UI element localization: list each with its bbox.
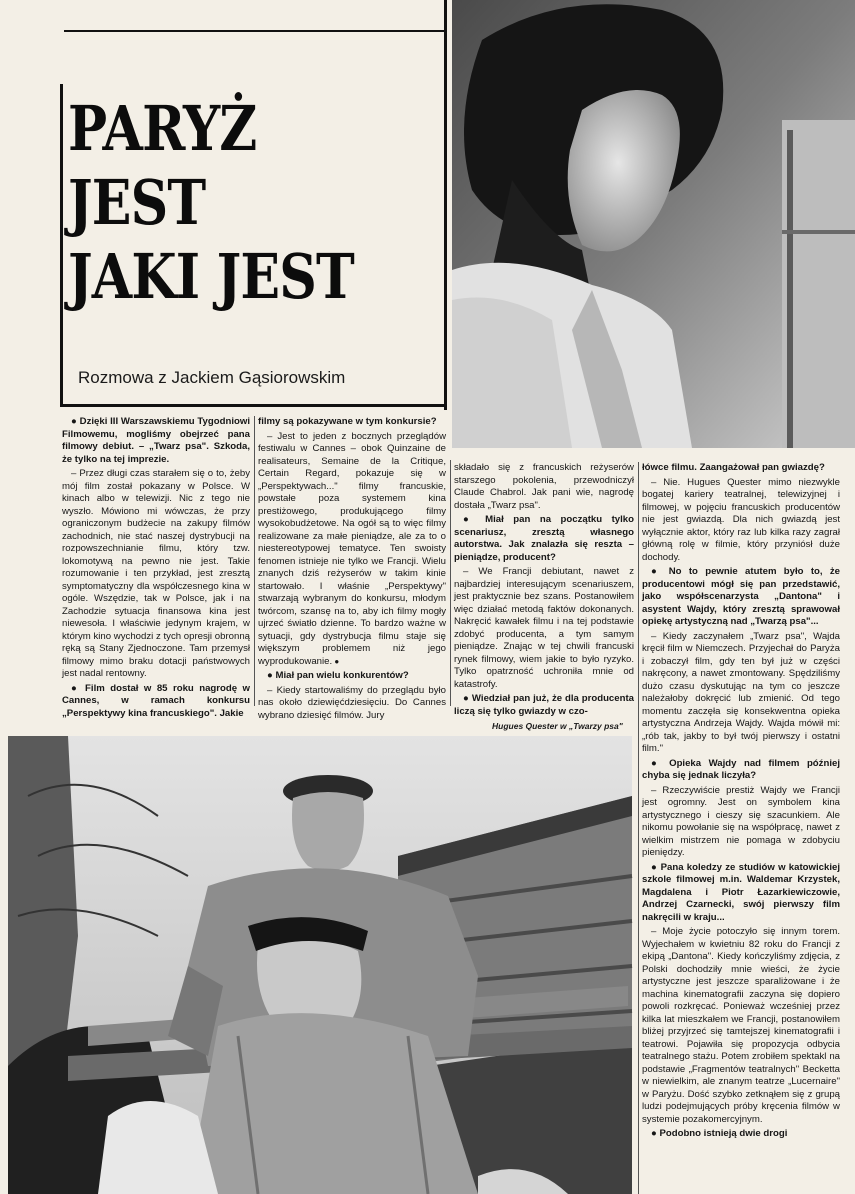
headline-line-3: JAKI JEST: [68, 240, 354, 313]
headline-frame-bottom: [60, 404, 447, 407]
answer-paragraph: – Moje życie potoczyło się innym torem. Wyjechałem w kwietniu 82 roku do Francji z ekipą „Dantona". Kiedy kończyliśmy zdjęcia, z Polski dochodziły mnie wieści, że życie artystyczne jest jeszcze sparaliżowane i że machina kinematografii zaczyna się dopiero powoli rozkręcać. Ponieważ wcześniej przez kilka lat mieszkałem we Francji, postanowiłem bliżej przyjrzeć się tamtejszej kinematografii i teatrowi. Pojawiła się propozycja odbycia teatralnego stażu. Potem zrobiłem spektakl na podstawie „Fragmentów teatralnych" Becketta w niewielkim, ale znanym teatrze „Lucernaire" w Paryżu. Dość szybko zetknąłem się z grupą ludzi podejmujących próby kręcenia filmów w systemie pozakomercyjnym.: [642, 926, 840, 1125]
question-paragraph: ● Dzięki III Warszawskiemu Tygodniowi Filmowemu, mogliśmy obejrzeć pana filmowy debiut. – „Twarz psa". Szkoda, że tylko na tej imprezie.: [62, 416, 250, 465]
headline-frame-left: [60, 84, 63, 406]
answer-paragraph: – Kiedy startowaliśmy do przeglądu było nas około dziewięćdziesięciu. Do Cannes wybrano dziesięć filmów. Jury: [258, 684, 446, 721]
answer-paragraph: – Nie. Hugues Quester mimo niezwykle bogatej kariery teatralnej, telewizyjnej i filmowej, w pojęciu francuskich producentów nie jest gwiazdą. Dla nich gwiazdą jest wyłącznie aktor, który raz lub kilka razy zagrał główną rolę w filmie, który przyniósł duże dochody.: [642, 476, 840, 563]
film-still-photo: [8, 736, 632, 1194]
question-paragraph: filmy są pokazywane w tym konkursie?: [258, 416, 437, 427]
text-column-1: [62, 416, 250, 719]
column-divider: [638, 462, 639, 1194]
photo-caption: Hugues Quester w „Twarzy psa": [492, 721, 623, 731]
headline-line-1: PARYŻ: [68, 92, 257, 165]
portrait-photo: [452, 0, 855, 448]
text-column-3: [454, 462, 634, 717]
question-paragraph: ● No to pewnie atutem było to, że producentowi mógł się pan przedstawić, jako współscenarzysta „Dantona" i asystent Wajdy, który zresztą sprawował opiekę artystyczną nad „Twarzą psa"...: [642, 566, 840, 627]
question-paragraph: ● Opieka Wajdy nad filmem później chyba się jednak liczyła?: [642, 757, 840, 781]
article-subtitle: Rozmowa z Jackiem Gąsiorowskim: [78, 368, 346, 387]
question-paragraph: ● Wiedział pan już, że dla producenta liczą się tylko gwiazdy w czo-: [454, 693, 634, 717]
answer-paragraph: – Kiedy zaczynałem „Twarz psa", Wajda kręcił film w Niemczech. Przyjechał do Paryża i zobaczył film, gdy ten był już w części nakręcony, a nawet zmontowany. Spędziliśmy dużo czasu dyskutując na tym co jeszcze należałoby dokręcić lub zmienić. Od tego momentu zaczęła się konsekwentna opieka artystyczna Andrzeja Wajdy. Wajda mówił mi: „rób tak, jakby to był twój pierwszy i ostatni film.": [642, 630, 840, 754]
question-paragraph: ● Podobno istnieją dwie drogi: [651, 1128, 788, 1139]
article-headline: [68, 92, 380, 314]
column-divider: [254, 416, 255, 706]
question-paragraph: łówce filmu. Zaangażował pan gwiazdę?: [642, 462, 825, 473]
text-column-2: [258, 416, 446, 721]
question-paragraph: ● Pana koledzy ze studiów w katowickiej szkole filmowej m.in. Waldemar Krzystek, Magdalena i Piotr Łazarkiewiczowie, Andrzej Czarnecki, swój pierwszy film nakręcili w kraju...: [642, 861, 840, 923]
answer-paragraph: – Przez długi czas starałem się o to, żeby mój film został pokazany w Polsce. W kinach albo w telewizji. Nic z tego nie wyszło. Mówiono mi wówczas, że przy ograniczonym budżecie na zakupy filmów zachodnich, nie stać naszej dystrybucji na rozpowszechnianie filmu, który tzw. lokomotywą na pewno nie jest. Takie rozumowanie i ten przykład, jest zresztą symptomatyczny dla współczesnego kina w ogóle. Wszędzie, tak w Polsce, jak i na Zachodzie sytuacja finansowa kina jest niewesoła. I właściwie jedynym krajem, w którym kino wychodzi z tych opresji obronną ręką są Stany Zjednoczone. Tam przemysł filmowy mimo braku dotacji państwowych jest nadal rentowny.: [62, 468, 250, 679]
headline-frame-right: [444, 0, 447, 410]
answer-paragraph: – Jest to jeden z bocznych przeglądów festiwalu w Cannes – obok Quinzaine de realisateurs, Semaine de la Critique, Certain Regard, pokazuje się w „Perspektywach..." filmy francuskie, powstałe poza systemem kina prestiżowego, produkującego filmy wysokobudżetowe. Na ogół są to więc filmy realizowane za małe pieniądze, ale za to o niestereotypowej tematyce. Ten swoisty fenomen istnieje nie tylko we Francji. Wielu znanych dziś reżyserów w takim kinie startowało. I właśnie „Perspektywy" stwarzają wybranym do konkursu, młodym twórcom, szansę na to, aby ich filmy mogły ujrzeć światło dzienne. To bardzo ważne w sytuacji, gdy dystrybucja filmu staje się większym problemem niż jego wyprodukowanie. ●: [258, 431, 446, 669]
text-column-4: [642, 462, 840, 1194]
question-paragraph: ● Miał pan na początku tylko scenariusz, zresztą własnego autorstwa. Jak znalazła się reszta – pieniądze, producent?: [454, 514, 634, 563]
question-paragraph: ● Miał pan wielu konkurentów?: [267, 670, 409, 681]
answer-paragraph: – Rzeczywiście prestiż Wajdy we Francji jest ogromny. Jest on symbolem kina artystycznego i cieszy się szacunkiem. Ale nikomu powołanie się na współpracę, nawet z wielkim mistrzem nie pomaga w zdobyciu pieniędzy.: [642, 784, 840, 858]
column-divider: [450, 460, 451, 706]
question-paragraph: ● Film dostał w 85 roku nagrodę w Cannes, w ramach konkursu „Perspektywy kina francuskiego". Jakie: [62, 682, 250, 719]
top-rule: [64, 30, 444, 32]
answer-paragraph: składało się z francuskich reżyserów starszego pokolenia, przewodniczył Claude Chabrol. Jak pani wie, nagrodę dostała „Twarz psa".: [454, 462, 634, 511]
headline-line-2: JEST: [68, 166, 206, 239]
answer-paragraph: – We Francji debiutant, nawet z najbardziej interesującym scenariuszem, jest praktycznie bez szans. Postanowiłem więc działać metodą faktów dokonanych. Nakręcić kawałek filmu i na tej podstawie zdobyć producenta, a tym samym pieniądze. Znając w tej chwili francuski rynek filmowy, wiem jakie to było ryzyko. Tylko opatrzność uchroniła mnie od katastrofy.: [454, 566, 634, 690]
